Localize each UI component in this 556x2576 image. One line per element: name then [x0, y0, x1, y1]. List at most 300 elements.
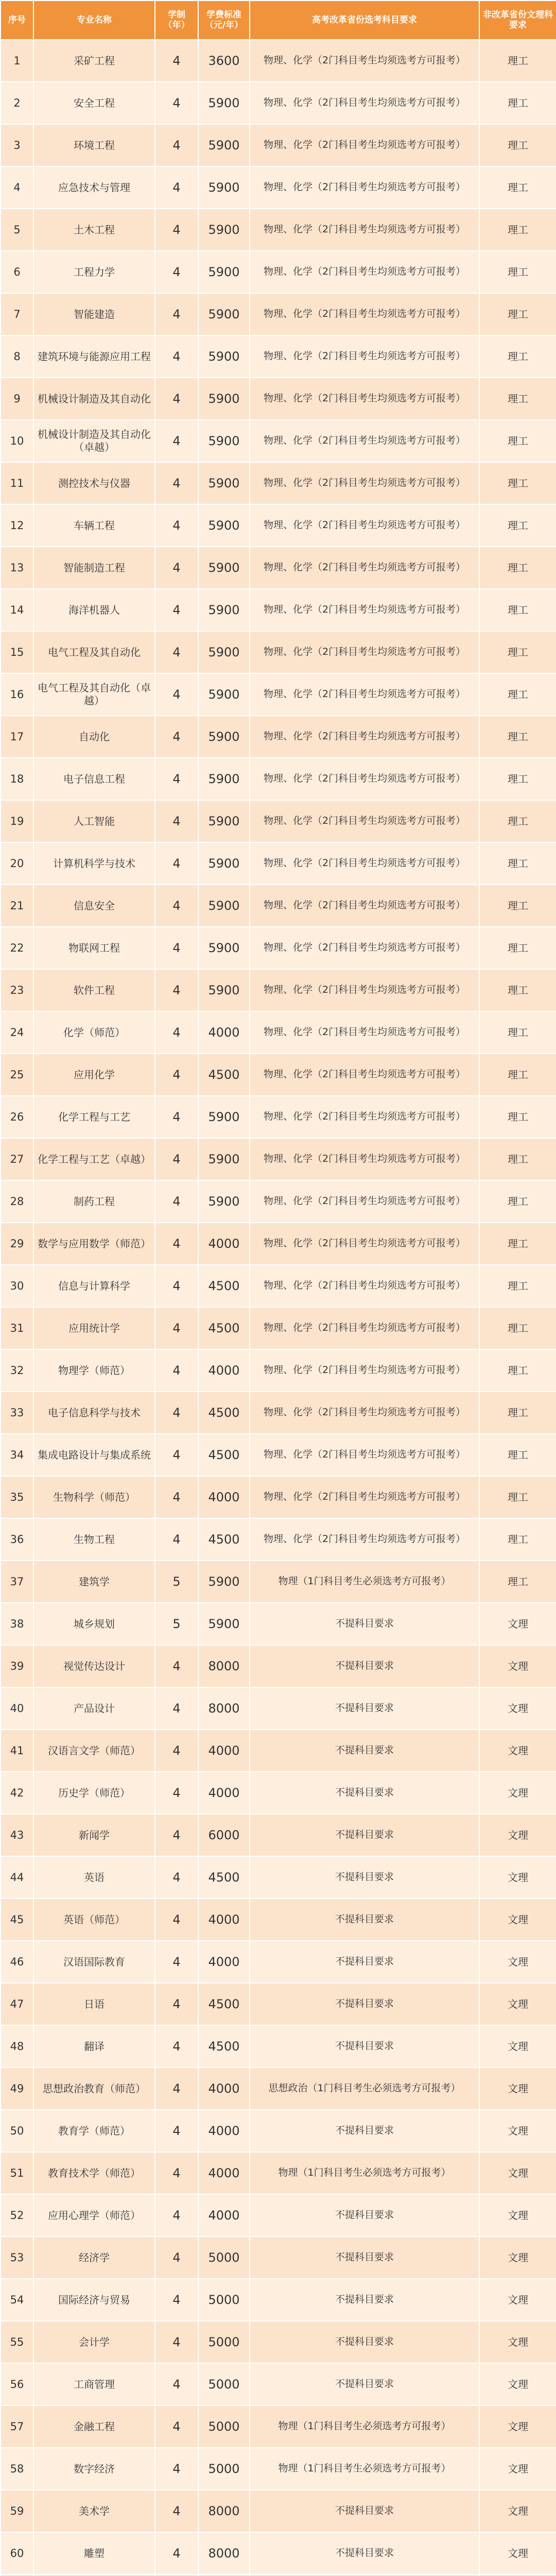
- major-name-cell: 数学与应用数学（师范）: [33, 1223, 155, 1265]
- seq-cell: 14: [1, 589, 33, 631]
- major-name-cell: 工商管理: [33, 2363, 155, 2405]
- major-name-cell: 电子信息工程: [33, 758, 155, 800]
- table-row: [1, 1011, 556, 1054]
- major-name-cell: 英语（师范）: [33, 1899, 155, 1941]
- seq-cell: 50: [1, 2110, 33, 2152]
- major-name-cell: 数字经济: [33, 2448, 155, 2490]
- seq-cell: 49: [1, 2067, 33, 2110]
- major-name-cell: 应用化学: [33, 1054, 155, 1096]
- seq-cell: 5: [1, 209, 33, 251]
- table-row: [1, 1603, 556, 1645]
- track-cell: 文理: [479, 1645, 556, 1687]
- major-name-cell: 化学工程与工艺: [33, 1096, 155, 1138]
- track-cell: 文理: [479, 2067, 556, 2110]
- requirement-cell: 物理、化学（2门科目考生均须选考方可报考）: [250, 166, 479, 209]
- track-cell: 理工: [479, 82, 556, 124]
- seq-cell: 31: [1, 1307, 33, 1349]
- table-row: [1, 2279, 556, 2321]
- requirement-cell: 物理、化学（2门科目考生均须选考方可报考）: [250, 547, 479, 589]
- seq-cell: 46: [1, 1941, 33, 1983]
- fee-cell: 5900: [198, 1603, 250, 1645]
- seq-cell: 41: [1, 1730, 33, 1772]
- requirement-cell: 不提科目要求: [250, 2236, 479, 2279]
- years-cell: 4: [155, 1307, 198, 1349]
- major-name-cell: 汉语言文学（师范）: [33, 1730, 155, 1772]
- table-row: [1, 2532, 556, 2574]
- years-cell: 4: [155, 124, 198, 166]
- track-cell: 理工: [479, 504, 556, 547]
- track-cell: 理工: [479, 1096, 556, 1138]
- table-row: [1, 1687, 556, 1730]
- requirement-cell: 物理、化学（2门科目考生均须选考方可报考）: [250, 842, 479, 885]
- fee-cell: 4000: [198, 1899, 250, 1941]
- seq-cell: 59: [1, 2490, 33, 2532]
- major-name-cell: 采矿工程: [33, 40, 155, 82]
- seq-cell: 43: [1, 1814, 33, 1856]
- requirement-cell: 物理、化学（2门科目考生均须选考方可报考）: [250, 589, 479, 631]
- years-cell: 5: [155, 1603, 198, 1645]
- years-cell: 4: [155, 378, 198, 420]
- years-cell: 4: [155, 842, 198, 885]
- seq-cell: 17: [1, 716, 33, 758]
- fee-cell: 4000: [198, 1941, 250, 1983]
- track-cell: 理工: [479, 673, 556, 716]
- table-row: [1, 589, 556, 631]
- table-row: [1, 1223, 556, 1265]
- major-name-cell: 建筑环境与能源应用工程: [33, 335, 155, 378]
- requirement-cell: 不提科目要求: [250, 1772, 479, 1814]
- years-cell: 4: [155, 1856, 198, 1899]
- table-row: [1, 1476, 556, 1518]
- fee-cell: 8000: [198, 2532, 250, 2574]
- track-cell: 文理: [479, 1941, 556, 1983]
- years-cell: 4: [155, 2448, 198, 2490]
- table-row: [1, 1983, 556, 2025]
- fee-cell: 4500: [198, 1054, 250, 1096]
- requirement-cell: 物理、化学（2门科目考生均须选考方可报考）: [250, 1349, 479, 1392]
- seq-cell: 56: [1, 2363, 33, 2405]
- seq-cell: 27: [1, 1138, 33, 1180]
- requirement-cell: 物理、化学（2门科目考生均须选考方可报考）: [250, 885, 479, 927]
- table-row: [1, 378, 556, 420]
- major-name-cell: 软件工程: [33, 969, 155, 1011]
- track-cell: 文理: [479, 2152, 556, 2194]
- requirement-cell: 不提科目要求: [250, 2025, 479, 2067]
- table-row: [1, 927, 556, 969]
- years-cell: 4: [155, 251, 198, 293]
- major-name-cell: 英语: [33, 1856, 155, 1899]
- table-header-row: [1, 1, 556, 40]
- major-name-cell: 信息与计算科学: [33, 1265, 155, 1307]
- seq-cell: 53: [1, 2236, 33, 2279]
- major-name-cell: 雕塑: [33, 2532, 155, 2574]
- seq-cell: 54: [1, 2279, 33, 2321]
- years-cell: 4: [155, 927, 198, 969]
- table-row: [1, 1307, 556, 1349]
- years-cell: 4: [155, 420, 198, 462]
- major-name-cell: 机械设计制造及其自动化（卓越）: [33, 420, 155, 462]
- requirement-cell: 不提科目要求: [250, 1983, 479, 2025]
- track-cell: 理工: [479, 758, 556, 800]
- fee-cell: 5900: [198, 1180, 250, 1223]
- requirement-cell: 物理（1门科目考生必须选考方可报考）: [250, 2152, 479, 2194]
- years-cell: 4: [155, 2236, 198, 2279]
- years-cell: 4: [155, 2110, 198, 2152]
- table-row: [1, 1434, 556, 1476]
- years-cell: 4: [155, 504, 198, 547]
- seq-cell: 13: [1, 547, 33, 589]
- requirement-cell: 物理、化学（2门科目考生均须选考方可报考）: [250, 1265, 479, 1307]
- fee-cell: 5900: [198, 927, 250, 969]
- years-cell: 4: [155, 40, 198, 82]
- requirement-cell: 物理、化学（2门科目考生均须选考方可报考）: [250, 1392, 479, 1434]
- years-cell: 4: [155, 969, 198, 1011]
- track-cell: 理工: [479, 969, 556, 1011]
- years-cell: 4: [155, 1223, 198, 1265]
- seq-cell: 19: [1, 800, 33, 842]
- requirement-cell: 物理、化学（2门科目考生均须选考方可报考）: [250, 251, 479, 293]
- years-cell: 4: [155, 2067, 198, 2110]
- table-row: [1, 2194, 556, 2236]
- requirement-cell: 物理、化学（2门科目考生均须选考方可报考）: [250, 82, 479, 124]
- fee-cell: 5900: [198, 462, 250, 504]
- requirement-cell: 物理、化学（2门科目考生均须选考方可报考）: [250, 927, 479, 969]
- major-name-cell: 美术学: [33, 2490, 155, 2532]
- years-cell: 4: [155, 1772, 198, 1814]
- seq-cell: 40: [1, 1687, 33, 1730]
- fee-cell: 5900: [198, 251, 250, 293]
- requirement-cell: 不提科目要求: [250, 2490, 479, 2532]
- requirement-cell: 思想政治（1门科目考生必须选考方可报考）: [250, 2067, 479, 2110]
- table-row: [1, 1730, 556, 1772]
- track-cell: 理工: [479, 1349, 556, 1392]
- fee-cell: 4000: [198, 1349, 250, 1392]
- track-cell: 理工: [479, 842, 556, 885]
- table-row: [1, 2321, 556, 2363]
- track-cell: 文理: [479, 1983, 556, 2025]
- fee-cell: 5900: [198, 631, 250, 673]
- table-row: [1, 1856, 556, 1899]
- track-cell: 理工: [479, 631, 556, 673]
- requirement-cell: 物理、化学（2门科目考生均须选考方可报考）: [250, 40, 479, 82]
- table-row: [1, 1349, 556, 1392]
- years-cell: 4: [155, 335, 198, 378]
- requirement-cell: 物理、化学（2门科目考生均须选考方可报考）: [250, 1138, 479, 1180]
- major-name-cell: 经济学: [33, 2236, 155, 2279]
- fee-cell: 4500: [198, 2025, 250, 2067]
- header-track-requirement: 非改革省份文理科要求: [479, 1, 556, 40]
- major-name-cell: 日语: [33, 1983, 155, 2025]
- years-cell: 4: [155, 2194, 198, 2236]
- table-row: [1, 2448, 556, 2490]
- seq-cell: 58: [1, 2448, 33, 2490]
- seq-cell: 10: [1, 420, 33, 462]
- seq-cell: 29: [1, 1223, 33, 1265]
- track-cell: 理工: [479, 293, 556, 335]
- header-fee: 学费标准（元/年）: [198, 1, 250, 40]
- fee-cell: 4500: [198, 1307, 250, 1349]
- years-cell: 4: [155, 2532, 198, 2574]
- years-cell: 4: [155, 1730, 198, 1772]
- table-row: [1, 673, 556, 716]
- seq-cell: 32: [1, 1349, 33, 1392]
- track-cell: 理工: [479, 209, 556, 251]
- seq-cell: 20: [1, 842, 33, 885]
- fee-cell: 5900: [198, 209, 250, 251]
- seq-cell: 57: [1, 2405, 33, 2448]
- seq-cell: 12: [1, 504, 33, 547]
- major-name-cell: 国际经济与贸易: [33, 2279, 155, 2321]
- requirement-cell: 物理、化学（2门科目考生均须选考方可报考）: [250, 1223, 479, 1265]
- seq-cell: 44: [1, 1856, 33, 1899]
- track-cell: 理工: [479, 1180, 556, 1223]
- header-years: 学制（年）: [155, 1, 198, 40]
- major-name-cell: 工程力学: [33, 251, 155, 293]
- requirement-cell: 物理、化学（2门科目考生均须选考方可报考）: [250, 335, 479, 378]
- seq-cell: 52: [1, 2194, 33, 2236]
- major-name-cell: 化学（师范）: [33, 1011, 155, 1054]
- track-cell: 理工: [479, 716, 556, 758]
- track-cell: 文理: [479, 1687, 556, 1730]
- requirement-cell: 不提科目要求: [250, 1603, 479, 1645]
- header-reform-requirement: 高考改革省份选考科目要求: [250, 1, 479, 40]
- requirement-cell: 不提科目要求: [250, 1645, 479, 1687]
- years-cell: 4: [155, 716, 198, 758]
- seq-cell: 18: [1, 758, 33, 800]
- table-row: [1, 1899, 556, 1941]
- requirement-cell: 物理、化学（2门科目考生均须选考方可报考）: [250, 504, 479, 547]
- fee-cell: 5000: [198, 2405, 250, 2448]
- years-cell: 4: [155, 1265, 198, 1307]
- track-cell: 文理: [479, 2405, 556, 2448]
- major-name-cell: 人工智能: [33, 800, 155, 842]
- requirement-cell: 物理（1门科目考生必须选考方可报考）: [250, 2448, 479, 2490]
- major-name-cell: 新闻学: [33, 1814, 155, 1856]
- years-cell: 4: [155, 462, 198, 504]
- requirement-cell: 物理、化学（2门科目考生均须选考方可报考）: [250, 800, 479, 842]
- fee-cell: 4000: [198, 1476, 250, 1518]
- track-cell: 理工: [479, 1561, 556, 1603]
- fee-cell: 5000: [198, 2321, 250, 2363]
- fee-cell: 8000: [198, 2490, 250, 2532]
- seq-cell: 4: [1, 166, 33, 209]
- table-row: [1, 842, 556, 885]
- track-cell: 文理: [479, 1899, 556, 1941]
- fee-cell: 5000: [198, 2279, 250, 2321]
- major-name-cell: 历史学（师范）: [33, 1772, 155, 1814]
- seq-cell: 21: [1, 885, 33, 927]
- track-cell: 理工: [479, 40, 556, 82]
- fee-cell: 5900: [198, 1096, 250, 1138]
- major-name-cell: 智能建造: [33, 293, 155, 335]
- major-name-cell: 视觉传达设计: [33, 1645, 155, 1687]
- track-cell: 文理: [479, 2321, 556, 2363]
- fee-cell: 5900: [198, 969, 250, 1011]
- track-cell: 理工: [479, 378, 556, 420]
- major-name-cell: 应用心理学（师范）: [33, 2194, 155, 2236]
- track-cell: 文理: [479, 2110, 556, 2152]
- fee-cell: 4500: [198, 1392, 250, 1434]
- track-cell: 文理: [479, 1856, 556, 1899]
- table-row: [1, 1814, 556, 1856]
- track-cell: 理工: [479, 1223, 556, 1265]
- fee-cell: 4000: [198, 1223, 250, 1265]
- seq-cell: 55: [1, 2321, 33, 2363]
- table-row: [1, 547, 556, 589]
- seq-cell: 23: [1, 969, 33, 1011]
- years-cell: 4: [155, 885, 198, 927]
- requirement-cell: 物理、化学（2门科目考生均须选考方可报考）: [250, 1054, 479, 1096]
- track-cell: 文理: [479, 2532, 556, 2574]
- major-name-cell: 教育学（师范）: [33, 2110, 155, 2152]
- seq-cell: 15: [1, 631, 33, 673]
- seq-cell: 34: [1, 1434, 33, 1476]
- years-cell: 4: [155, 547, 198, 589]
- seq-cell: 8: [1, 335, 33, 378]
- years-cell: 4: [155, 2363, 198, 2405]
- major-name-cell: 车辆工程: [33, 504, 155, 547]
- fee-cell: 5900: [198, 378, 250, 420]
- years-cell: 4: [155, 1814, 198, 1856]
- fee-cell: 5000: [198, 2236, 250, 2279]
- fee-cell: 4500: [198, 1856, 250, 1899]
- major-name-cell: 建筑学: [33, 1561, 155, 1603]
- years-cell: 4: [155, 1392, 198, 1434]
- years-cell: 4: [155, 1941, 198, 1983]
- track-cell: 理工: [479, 800, 556, 842]
- table-row: [1, 1096, 556, 1138]
- major-name-cell: 物联网工程: [33, 927, 155, 969]
- track-cell: 理工: [479, 1138, 556, 1180]
- requirement-cell: 物理、化学（2门科目考生均须选考方可报考）: [250, 1476, 479, 1518]
- requirement-cell: 物理、化学（2门科目考生均须选考方可报考）: [250, 631, 479, 673]
- table-row: [1, 124, 556, 166]
- track-cell: 文理: [479, 2025, 556, 2067]
- major-name-cell: 环境工程: [33, 124, 155, 166]
- track-cell: 理工: [479, 1392, 556, 1434]
- major-name-cell: 应用统计学: [33, 1307, 155, 1349]
- requirement-cell: 物理、化学（2门科目考生均须选考方可报考）: [250, 378, 479, 420]
- years-cell: 4: [155, 2152, 198, 2194]
- requirement-cell: 物理、化学（2门科目考生均须选考方可报考）: [250, 462, 479, 504]
- fee-cell: 4000: [198, 2067, 250, 2110]
- track-cell: 文理: [479, 2194, 556, 2236]
- seq-cell: 26: [1, 1096, 33, 1138]
- table-row: [1, 800, 556, 842]
- requirement-cell: 不提科目要求: [250, 1856, 479, 1899]
- table-row: [1, 1054, 556, 1096]
- years-cell: 4: [155, 631, 198, 673]
- fee-cell: 5900: [198, 1561, 250, 1603]
- requirement-cell: 物理、化学（2门科目考生均须选考方可报考）: [250, 673, 479, 716]
- major-name-cell: 集成电路设计与集成系统: [33, 1434, 155, 1476]
- track-cell: 理工: [479, 124, 556, 166]
- table-row: [1, 1265, 556, 1307]
- track-cell: 文理: [479, 2279, 556, 2321]
- seq-cell: 45: [1, 1899, 33, 1941]
- years-cell: 4: [155, 1687, 198, 1730]
- table-row: [1, 2067, 556, 2110]
- fee-cell: 4500: [198, 1434, 250, 1476]
- table-row: [1, 462, 556, 504]
- fee-cell: 5000: [198, 2363, 250, 2405]
- major-name-cell: 思想政治教育（师范）: [33, 2067, 155, 2110]
- major-name-cell: 汉语国际教育: [33, 1941, 155, 1983]
- table-row: [1, 2110, 556, 2152]
- table-row: [1, 885, 556, 927]
- years-cell: 4: [155, 166, 198, 209]
- track-cell: 理工: [479, 589, 556, 631]
- years-cell: 4: [155, 1054, 198, 1096]
- fee-cell: 5900: [198, 842, 250, 885]
- years-cell: 4: [155, 2490, 198, 2532]
- fee-cell: 4000: [198, 2152, 250, 2194]
- major-name-cell: 会计学: [33, 2321, 155, 2363]
- fee-cell: 4500: [198, 1983, 250, 2025]
- years-cell: 4: [155, 758, 198, 800]
- track-cell: 理工: [479, 1518, 556, 1561]
- fee-cell: 4000: [198, 2110, 250, 2152]
- major-name-cell: 信息安全: [33, 885, 155, 927]
- seq-cell: 36: [1, 1518, 33, 1561]
- table-row: [1, 1392, 556, 1434]
- seq-cell: 33: [1, 1392, 33, 1434]
- fee-cell: 5900: [198, 504, 250, 547]
- major-name-cell: 翻译: [33, 2025, 155, 2067]
- seq-cell: 24: [1, 1011, 33, 1054]
- requirement-cell: 不提科目要求: [250, 1814, 479, 1856]
- table-row: [1, 1138, 556, 1180]
- years-cell: 5: [155, 1561, 198, 1603]
- table-row: [1, 1941, 556, 1983]
- seq-cell: 30: [1, 1265, 33, 1307]
- major-name-cell: 安全工程: [33, 82, 155, 124]
- table-row: [1, 1772, 556, 1814]
- track-cell: 理工: [479, 1434, 556, 1476]
- fee-cell: 5900: [198, 885, 250, 927]
- fee-cell: 5900: [198, 589, 250, 631]
- major-name-cell: 测控技术与仪器: [33, 462, 155, 504]
- years-cell: 4: [155, 1476, 198, 1518]
- table-row: [1, 1180, 556, 1223]
- track-cell: 文理: [479, 1603, 556, 1645]
- requirement-cell: 不提科目要求: [250, 2194, 479, 2236]
- years-cell: 4: [155, 1899, 198, 1941]
- requirement-cell: 物理、化学（2门科目考生均须选考方可报考）: [250, 293, 479, 335]
- requirement-cell: 物理、化学（2门科目考生均须选考方可报考）: [250, 716, 479, 758]
- fee-cell: 4000: [198, 1772, 250, 1814]
- requirement-cell: 物理、化学（2门科目考生均须选考方可报考）: [250, 209, 479, 251]
- track-cell: 文理: [479, 2236, 556, 2279]
- years-cell: 4: [155, 1349, 198, 1392]
- fee-cell: 5900: [198, 293, 250, 335]
- requirement-cell: 不提科目要求: [250, 2532, 479, 2574]
- fee-cell: 5900: [198, 673, 250, 716]
- requirement-cell: 不提科目要求: [250, 2321, 479, 2363]
- requirement-cell: 不提科目要求: [250, 2279, 479, 2321]
- requirement-cell: 不提科目要求: [250, 1941, 479, 1983]
- track-cell: 理工: [479, 420, 556, 462]
- requirement-cell: 物理（1门科目考生必须选考方可报考）: [250, 2405, 479, 2448]
- requirement-cell: 物理、化学（2门科目考生均须选考方可报考）: [250, 420, 479, 462]
- years-cell: 4: [155, 2279, 198, 2321]
- years-cell: 4: [155, 1983, 198, 2025]
- years-cell: 4: [155, 209, 198, 251]
- seq-cell: 48: [1, 2025, 33, 2067]
- track-cell: 理工: [479, 927, 556, 969]
- requirement-cell: 不提科目要求: [250, 1899, 479, 1941]
- seq-cell: 2: [1, 82, 33, 124]
